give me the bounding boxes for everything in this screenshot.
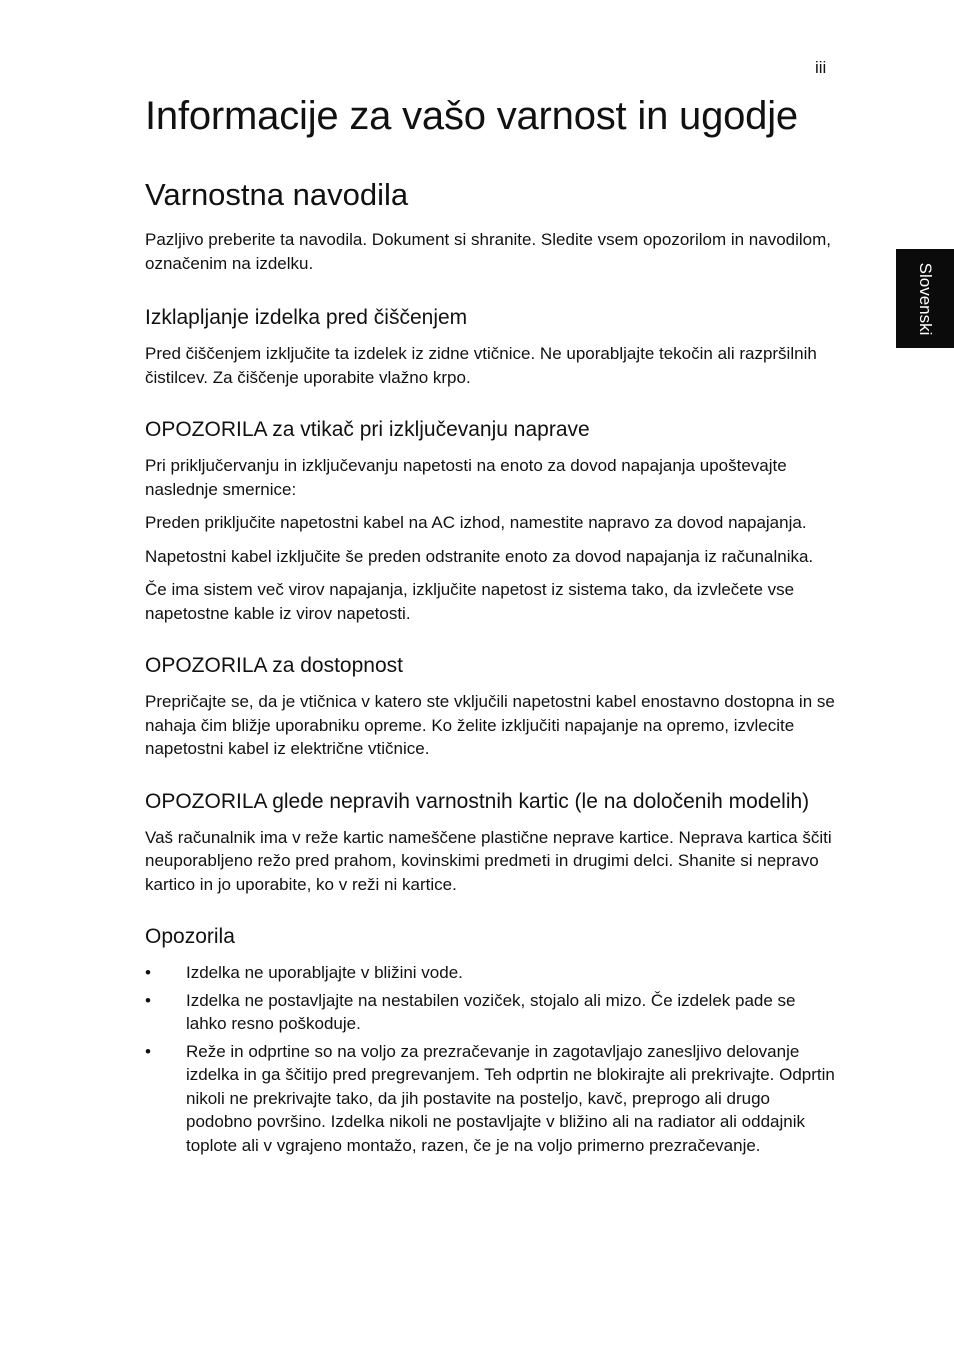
bullet-icon: • (145, 1041, 151, 1061)
section-cleaning (145, 303, 835, 389)
section-paragraph: Pred čiščenjem izključite ta izdelek iz zidne vtičnice. Ne uporabljajte tekočin ali razpršilnih čistilcev. Za čiščenje uporabite vlažno krpo. (145, 344, 817, 387)
section-paragraph: Vaš računalnik ima v reže kartic nameščene plastične neprave kartice. Neprava kartica ščiti neuporabljeno režo pred prahom, kovinskimi predmeti in drugimi delci. Shanite si nepravo kartico in jo uporabite, ko v reži ni kartice. (145, 827, 832, 894)
section-heading: Izklapljanje izdelka pred čiščenjem (145, 306, 468, 329)
section-paragraph: Prepričajte se, da je vtičnica v katero ste vključili napetostni kabel enostavno dostopna in se nahaja čim bližje uporabniku opreme. Ko želite izključiti napajanje na opremo, izvlecite napetostni kabel iz električne vtičnice. (145, 692, 835, 758)
section-paragraph: Pri priključervanju in izključevanju napetosti na enoto za dovod napajanja upoštevajte naslednje smernice: (145, 456, 787, 499)
page-number: iii (815, 58, 827, 77)
section-dummy-cards (145, 787, 835, 897)
list-item (145, 961, 835, 985)
section-warnings (145, 922, 835, 1157)
section-accessibility (145, 651, 835, 761)
section-plug-warnings (145, 415, 835, 625)
document-body (145, 88, 835, 1161)
section-paragraph: Če ima sistem več virov napajanja, izključite napetost iz sistema tako, da izvlečete vse napetostne kable iz virov napetosti. (145, 580, 795, 623)
section-paragraph: Napetostni kabel izključite še preden odstranite enoto za dovod napajanja iz računalnika. (145, 546, 814, 566)
warnings-list (145, 961, 835, 1157)
page-title: Informacije za vašo varnost in ugodje (145, 94, 798, 138)
language-tab-label: Slovenski (916, 262, 935, 335)
safety-heading: Varnostna navodila (145, 177, 409, 212)
section-heading: OPOZORILA glede nepravih varnostnih kartic (le na določenih modelih) (145, 789, 810, 813)
section-paragraph: Preden priključite napetostni kabel na AC izhod, namestite napravo za dovod napajanja. (145, 513, 807, 532)
list-item (145, 1040, 835, 1158)
bullet-icon: • (145, 963, 151, 982)
warnings-heading: Opozorila (145, 925, 235, 948)
language-tab (896, 249, 954, 348)
list-item (145, 989, 835, 1036)
list-item-text: Izdelka ne postavljajte na nestabilen voziček, stojalo ali mizo. Če izdelek pade se lahko resno poškoduje. (186, 990, 796, 1033)
list-item-text: Reže in odprtine so na voljo za prezračevanje in zagotavljajo zanesljivo delovanje izdelka in ga ščitijo pred pregrevanjem. Teh odprtin ne blokirajte ali prekrivajte. Odprtin nikoli ne prekrivajte tako, da jih postavite na posteljo, kavč, preprogo ali drugo podobno površino. Izdelka nikoli ne postavljajte v bližino ali na radiator ali oddajnik toplote ali v vgrajeno montažo, razen, če je na voljo primerno prezračevanje. (186, 1041, 835, 1155)
list-item-text: Izdelka ne uporabljajte v bližini vode. (186, 963, 463, 982)
section-heading: OPOZORILA za dostopnost (145, 654, 403, 677)
safety-intro: Pazljivo preberite ta navodila. Dokument si shranite. Sledite vsem opozorilom in navodilom, označenim na izdelku. (145, 230, 832, 273)
bullet-icon: • (145, 990, 151, 1010)
section-heading: OPOZORILA za vtikač pri izključevanju naprave (145, 418, 590, 441)
